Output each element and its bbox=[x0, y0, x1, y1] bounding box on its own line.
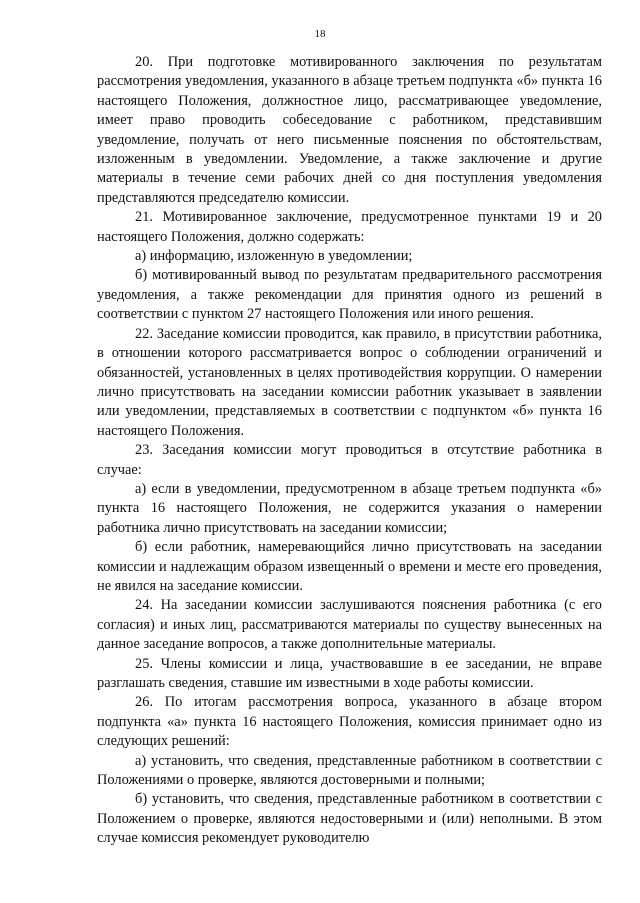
paragraph: 20. При подготовке мотивированного заключения по результатам рассмотрения уведомления, указанного в абзаце третьем подпункта «б» пункта 16 настоящего Положения, должностное лицо, рассматривающее уведомление, имеет право проводить собеседование с работником, представившим уведомление, получать от него письменные пояснения по обстоятельствам, изложенным в уведомлении. Уведомление, а также заключение и другие материалы в течение семи рабочих дней со дня поступления уведомления представляются председателю комиссии. bbox=[97, 54, 602, 206]
document-body bbox=[97, 53, 602, 849]
paragraph: б) если работник, намеревающийся лично присутствовать на заседании комиссии и надлежащим образом извещенный о времени и месте его проведения, не явился на заседание комиссии. bbox=[97, 539, 602, 594]
paragraph: б) установить, что сведения, представленные работником в соответствии с Положением о проверке, являются недостоверными и (или) неполными. В этом случае комиссия рекомендует руководителю bbox=[97, 791, 602, 847]
paragraph: а) если в уведомлении, предусмотренном в абзаце третьем подпункта «б» пункта 16 настоящего Положения, не содержится указания о намерении работника лично присутствовать на заседании комиссии; bbox=[97, 480, 602, 536]
paragraph: 23. Заседания комиссии могут проводиться в отсутствие работника в случае: bbox=[97, 442, 602, 478]
paragraph: 24. На заседании комиссии заслушиваются пояснения работника (с его согласия) и иных лиц, рассматриваются материалы по существу вынесенных на данное заседание вопросов, а также дополнительные материалы. bbox=[97, 597, 602, 653]
paragraph: 26. По итогам рассмотрения вопроса, указанного в абзаце втором подпункта «а» пункта 16 настоящего Положения, комиссия принимает одно из следующих решений: bbox=[97, 694, 602, 750]
paragraph: б) мотивированный вывод по результатам предварительного рассмотрения уведомления, а также рекомендации для принятия одного из решений в соответствии с пунктом 27 настоящего Положения или иного решения. bbox=[97, 267, 602, 323]
paragraph: а) установить, что сведения, представленные работником в соответствии с Положениями о проверке, являются достоверными и полными; bbox=[97, 752, 602, 789]
paragraph: 22. Заседание комиссии проводится, как правило, в присутствии работника, в отношении которого рассматривается вопрос о соблюдении ограничений и обязанностей, установленных в целях противодействия коррупции. О намерении лично присутствовать на заседании комиссии работник указывает в заявлении или уведомлении, представляемых в соответствии с подпунктом «б» пункта 16 настоящего Положения. bbox=[97, 325, 602, 439]
paragraph: а) информацию, изложенную в уведомлении; bbox=[135, 248, 413, 265]
paragraph: 21. Мотивированное заключение, предусмотренное пунктами 19 и 20 настоящего Положения, должно содержать: bbox=[97, 209, 602, 245]
paragraph: 25. Члены комиссии и лица, участвовавшие в ее заседании, не вправе разглашать сведения, ставшие им известными в ходе работы комиссии. bbox=[97, 655, 602, 691]
page-number: 18 bbox=[314, 28, 326, 40]
